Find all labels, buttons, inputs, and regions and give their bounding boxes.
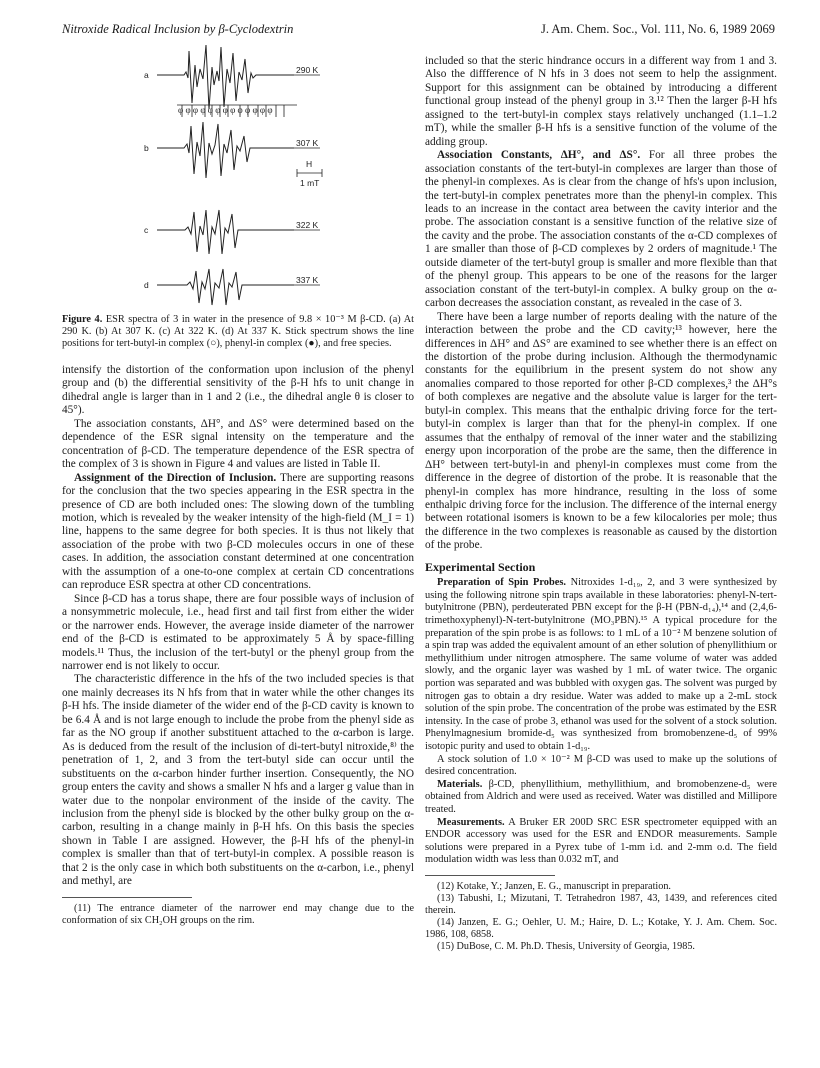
left-paragraph-4: Since β-CD has a torus shape, there are four possible ways of inclusion of a nonsymmetric molecule, i.e., head first and tail first from either the wider or the narrower ends. However, the average inside diameter of the narrower end of the β-CD is estimated to be approximately 5 Å by space-filling models.¹¹ Thus, the inclusion of the tert-butyl or the phenyl group from the narrower end is not likely to occur. (62, 592, 414, 672)
spectrum-temp-d: 337 K (296, 275, 319, 285)
section-runin-assignment: Assignment of the Direction of Inclusion. (74, 471, 277, 484)
right-paragraph-6 (425, 779, 777, 817)
figure-4-esr-spectra (62, 45, 414, 310)
scale-label: 1 mT (300, 178, 320, 188)
section-runin-materials: Materials. (437, 778, 483, 790)
right-paragraph-3: There have been a large number of reports dealing with the nature of the interaction between the probe and the CD cavity;¹³ however, here the differences in ΔH° and ΔS° are examined to see whether there is an effect on the distortion of the probe during inclusion. Although the thermodynamic constants for the equilibrium in the present system do not show any anomalies compared to those reported for other β-CD complexes,³ the ΔH°s of both complexes are negative and the absolute value is larger for the tert-butyl-in complex. This means that the enthalpic driving force for the tert-butyl-in complex is larger than that for the phenyl-in complex. If one assumes that the enthalpy of removal of the inner water and the stabilizing energy upon incorporation of the probe are the same, then the difference in ΔH° between tert-butyl-in and phenyl-in complexes must come from the difference in the degree of distortion of the probe. It is reasonable that the phenyl-in complex has more hindrance, resulting in the loss of some enthalpic driving force for the inclusion. The difference of the internal energy between rotational isomers is known to be a few kilocalories per mole; thus the difference in the two complexes is reasonable as caused by the distortion of the probe. (425, 310, 777, 552)
footnote-rule (62, 897, 192, 898)
section-runin-measurements: Measurements. (437, 816, 505, 828)
left-column (62, 364, 414, 927)
footnote-12: (12) Kotake, Y.; Janzen, E. G., manuscript in preparation. (437, 880, 671, 892)
left-paragraph-1: intensify the distortion of the conformation upon inclusion of the phenyl group and (b) the differential sensitivity of the β-H hfs to unit change in dihedral angle is larger than in 1 and 2 (i.e., the dihedral angle θ is closer to 45°). (62, 364, 414, 417)
esr-spectra-svg (62, 45, 414, 310)
right-paragraph-4-text: Nitroxides 1-d₁₉, 2, and 3 were synthesized by using the following nitrone spin traps available in these laboratories: phenyl-N-tert-butylnitrone (PBN), perdeuterated PBN except for the β-H (PBN-d₁₄),¹⁴ and (2,4,6-trimethoxyphenyl)-N-tert-butylnitrone (MO₃PBN).¹⁵ A typical procedure for the preparation of the spin probe is as follows: to 1 mL of a 10⁻² M benzene solution of a spin trap was added the equivalent amount of an ether solution of phenyllithium or methyllithium under nitrogen atmosphere. The same volume of water was added slowly, and the organic layer was washed by 1 mL of water twice. The organic portion was separated and was bubbled with oxygen gas. The solvent was purged by nitrogen gas to obtain a dry residue. Water was added to make up a 2-mL stock solution of the spin probe. The concentration of the probe was estimated by the ESR intensity. In the case of probe 3, ethanol was used for the solvent of a stock solution. Phenylmagnesium bromide-d₅ was synthesized from bromobenzene-d₅ of 99% isotopic purity and used to obtain 1-d₁₉. (425, 577, 777, 752)
right-column (425, 55, 777, 953)
scale-h-label: H (306, 159, 313, 169)
right-paragraph-4 (425, 577, 777, 753)
spectrum-temp-a: 290 K (296, 65, 319, 75)
section-runin-preparation: Preparation of Spin Probes. (437, 577, 567, 589)
right-paragraph-2-text: For all three probes the association constants of the tert-butyl-in complexes are larger than those of the phenyl-in complexes. As is clear from the change of hfs's upon inclusion, the tert-butyl-in complex penetrates more than the phenyl-in complex. This leads to an increase in the contact area between the cavity interior and the probe. The association constant is a sensitive function of the relative size of the cavity and the probe. The association constants of the α-CD complexes of 1 are smaller than those of β-CD complexes by 2 orders of magnitude.¹ The outside diameter of the tert-butyl group is smaller and more flexible than that of the phenyl group. This appears to be one of the reasons for the larger association constant of the tert-butyl-in complex. A bulky group on the α-carbon decreases the association constant, as revealed in the case of 3. (425, 149, 777, 310)
footnote-11: (11) The entrance diameter of the narrower end may change due to the conformation of six CH₂OH groups on the rim. (62, 902, 414, 926)
section-runin-association: Association Constants, ΔH°, and ΔS°. (437, 149, 641, 162)
right-paragraph-2 (425, 149, 777, 310)
left-paragraph-3-text: There are supporting reasons for the conclusion that the two species appearing in the ESR spectra in the presence of CD are both included ones: The slowing down of the tumbling motion, which is revealed by the weaker intensity of the high-field (M_I = 1) line, happens to the same degree for both species. It is thus not likely that association of the probe with two β-CD molecules occurs in one of these cases. In addition, the association constant determined at one concentration with the assumption of a one-to-one complex at certain CD concentrations can reproduce ESR spectra at other CD concentrations. (62, 471, 414, 592)
right-paragraph-6-text: β-CD, phenyllithium, methyllithium, and bromobenzene-d₅ were obtained from Aldrich and were used as received. Water was distilled and Millipore treated. (425, 778, 777, 815)
figure-caption (62, 314, 414, 351)
running-header (62, 22, 775, 40)
scale-bar (297, 169, 322, 177)
spectrum-label-a: a (144, 70, 149, 80)
spectrum-label-d: d (144, 280, 149, 290)
footnote-15: (15) DuBose, C. M. Ph.D. Thesis, University of Georgia, 1985. (437, 940, 695, 952)
spectrum-temp-c: 322 K (296, 220, 319, 230)
footnote-14: (14) Janzen, E. G.; Oehler, U. M.; Haire, D. L.; Kotake, Y. J. Am. Chem. Soc. 1986, 108, 6858. (425, 916, 777, 940)
footnote-13: (13) Tabushi, I.; Mizutani, T. Tetrahedron 1987, 43, 1439, and references cited therein. (425, 892, 777, 916)
left-paragraph-5: The characteristic difference in the hfs of the two included species is that one mainly decreases its N hfs from that in water while the other changes its β-H hfs. The inside diameter of the wider end of the β-CD cavity is known to be 6.4 Å and is not large enough to include the probe from the phenyl side as far as the NO group if another substituent attached to the α-carbon is large. As is deduced from the result of the inclusion of di-tert-butyl nitroxide,⁸⁾ the penetration of 1, 2, and 3 from the tert-butyl side can occur until the substituents on the α-carbon hinder further insertion. Consequently, the NO group enters the cavity and shows a smaller N hfs and a larger g value than in water due to the nonpolar environment of the inside of the cavity. The inclusion from the phenyl side is blocked by the other bulky group on the α-carbon, resulting in a change mainly in β-H hfs. On this basis the species shown in Table I are assigned. However, the β-H hfs of the phenyl-in complex is smaller than that of tert-butyl-in complex. A possible reason is that 2 is the only case in which both substituents on the α-carbon, i.e., phenyl and methyl, are (62, 673, 414, 888)
right-paragraph-7 (425, 817, 777, 867)
right-paragraph-1: included so that the steric hindrance occurs in a different way from 1 and 3. Also the diffference of N hfs in 3 does not seem to help the assignment. Support for this assignment can be obtained by introducing a different functional group instead of the phenyl group in 3.¹² Then the larger β-H hfs assigned to the tert-butyl-in complex stays relatively unchanged (1.1–1.2 mT), while the smaller β-H hfs is a sensitive function of the volume of the adding group. (425, 55, 777, 148)
spectrum-temp-b: 307 K (296, 138, 319, 148)
left-paragraph-2: The association constants, ΔH°, and ΔS° were determined based on the dependence of the ESR signal intensity on the temperature and the concentration of β-CD. The temperature dependence of the ESR spectra of the complex of 3 is shown in Figure 4 and values are listed in Table II. (62, 417, 414, 471)
footnote-rule-right (425, 875, 555, 876)
stick-symbols: φ φ φ φ φ φ φ φ φ φ φ φ φ (178, 105, 273, 115)
header-title: Nitroxide Radical Inclusion by β-Cyclodextrin (62, 22, 294, 36)
caption-text: ESR spectra of 3 in water in the presence of 9.8 × 10⁻³ M β-CD. (a) At 290 K. (b) At 307 K. (c) At 322 K. (d) At 337 K. Stick spectrum shows the line positions for tert-butyl-in complex (○), phenyl-in complex (●), and free species. (62, 314, 414, 350)
right-paragraph-5: A stock solution of 1.0 × 10⁻² M β-CD was used to make up the solutions of desired concentration. (425, 753, 777, 778)
caption-title: Figure 4. (62, 314, 103, 325)
spectrum-a (157, 45, 320, 109)
header-journal: J. Am. Chem. Soc., Vol. 111, No. 6, 1989 2069 (540, 22, 775, 36)
experimental-heading: Experimental Section (425, 559, 536, 574)
spectrum-c (157, 210, 320, 254)
spectrum-label-b: b (144, 143, 149, 153)
right-paragraph-7-text: A Bruker ER 200D SRC ESR spectrometer equipped with an ENDOR accessory was used for the ESR and ENDOR measurements. Sample solutions were prepared in a Pyrex tube of 1-mm i.d. and 2-mm o.d. The field modulation width was less than 0.032 mT, and (425, 816, 777, 866)
spectrum-b (157, 122, 320, 178)
left-paragraph-3 (62, 472, 414, 593)
spectrum-label-c: c (144, 225, 149, 235)
